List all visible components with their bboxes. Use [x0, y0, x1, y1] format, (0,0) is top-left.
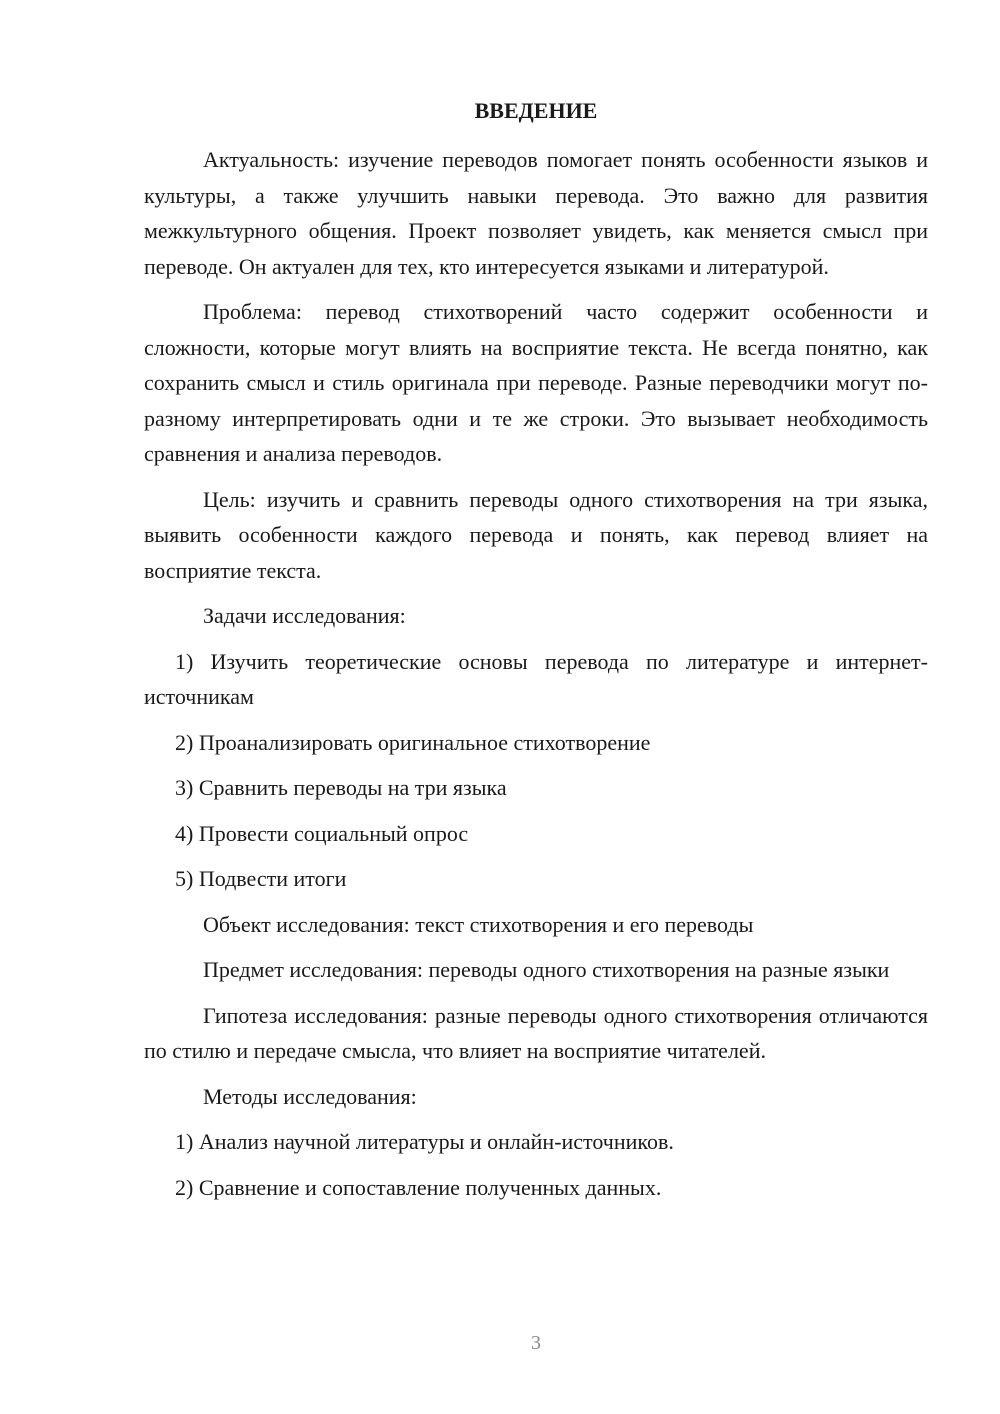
paragraph-hypothesis: Гипотеза исследования: разные переводы одного стихотворения отличаются по стилю и передаче смысла, что влияет на восприятие читателей. — [144, 1002, 928, 1063]
paragraph-relevance: Актуальность: изучение переводов помогает понять особенности языков и культуры, а также улучшить навыки перевода. Это важно для развития межкультурного общения. Проект позволяет увидеть, как меняется смысл при переводе. Он актуален для тех, кто интересуется языками и литературой. — [144, 147, 928, 279]
page-number: 3 — [531, 1332, 541, 1354]
paragraph-object: Объект исследования: текст стихотворения и его переводы — [203, 911, 754, 937]
method-item-1: 1) Анализ научной литературы и онлайн-источников. — [175, 1129, 674, 1154]
paragraph-goal: Цель: изучить и сравнить переводы одного стихотворения на три языка, выявить особенности каждого перевода и понять, как перевод влияет на восприятие текста. — [144, 486, 928, 583]
document-body — [144, 142, 928, 1215]
paragraph-subject: Предмет исследования: переводы одного стихотворения на разные языки — [203, 957, 890, 982]
section-heading: ВВЕДЕНИЕ — [474, 98, 598, 123]
task-item-2: 2) Проанализировать оригинальное стихотворение — [175, 729, 651, 755]
task-item-1: 1) Изучить теоретические основы перевода по литературе и интернет-источникам — [144, 648, 928, 709]
task-item-5: 5) Подвести итоги — [175, 866, 347, 891]
paragraph-problem: Проблема: перевод стихотворений часто содержит особенности и сложности, которые могут влиять на восприятие текста. Не всегда понятно, как сохранить смысл и стиль оригинала при переводе. Разные переводчики могут по-разному интерпретировать одни и те же строки. Это вызывает необходимость сравнения и анализа переводов. — [144, 299, 928, 466]
task-item-4: 4) Провести социальный опрос — [175, 820, 469, 846]
task-item-3: 3) Сравнить переводы на три языка — [175, 775, 507, 800]
method-item-2: 2) Сравнение и сопоставление полученных данных. — [175, 1174, 662, 1200]
paragraph-tasks-intro: Задачи исследования: — [203, 603, 406, 628]
paragraph-methods-intro: Методы исследования: — [203, 1083, 417, 1109]
